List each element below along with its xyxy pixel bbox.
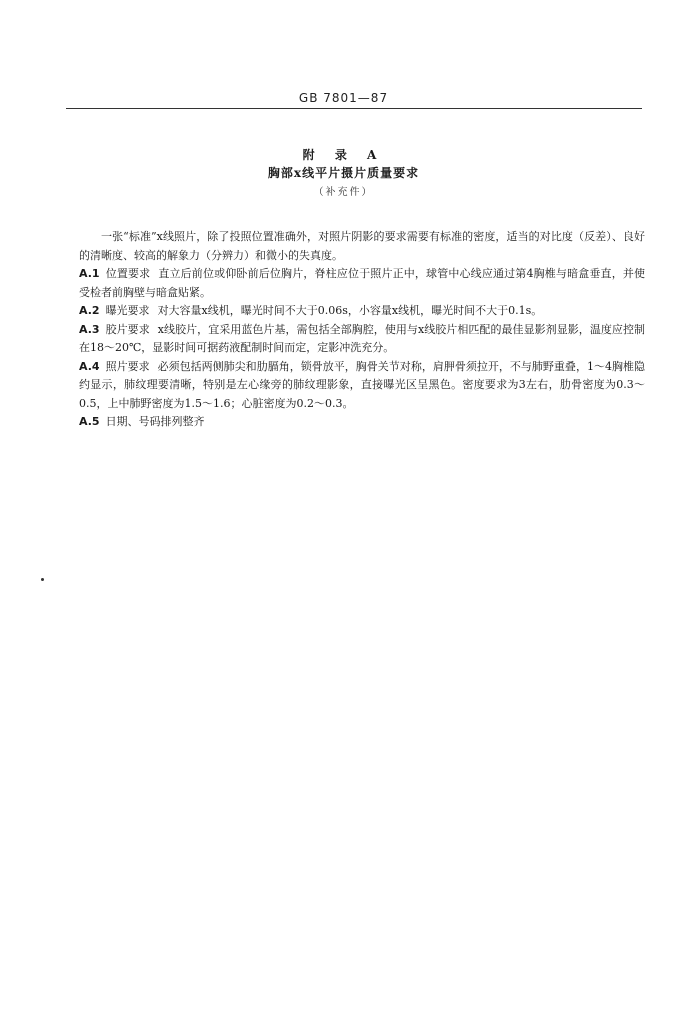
clause-text: 对大容量x线机，曝光时间不大于0.06s，小容量x线机，曝光时间不大于0.1s。 — [157, 304, 543, 317]
document-body — [79, 228, 645, 432]
appendix-label: 附 录 A — [302, 148, 385, 162]
clause-title: 照片要求 — [105, 359, 150, 373]
clause-a3 — [79, 321, 645, 358]
intro-paragraph: 一张“标准”x线照片，除了投照位置准确外，对照片阴影的要求需要有标准的密度，适当的对比度（反差）、良好的清晰度、较高的解象力（分辨力）和微小的失真度。 — [79, 230, 645, 262]
header-rule — [66, 108, 642, 109]
clause-title: 日期、号码排列整齐 — [105, 415, 205, 428]
appendix-title: 胸部x线平片摄片质量要求 — [267, 166, 420, 180]
clause-a2 — [79, 302, 645, 321]
clause-number: A.2 — [79, 304, 100, 317]
standard-number-header: GB 7801—87 — [298, 91, 389, 105]
clause-text: 直立后前位或仰卧前后位胸片，脊柱应位于照片正中，球管中心线应通过第4胸椎与暗盒垂直，并使受检者前胸壁与暗盒贴紧。 — [79, 267, 646, 299]
scan-speck — [41, 578, 44, 581]
clause-text: x线胶片，宜采用蓝色片基，需包括全部胸腔，使用与x线胶片相匹配的最佳显影剂显影，温度应控制在18～20℃，显影时间可据药液配制时间而定，定影冲洗充分。 — [79, 322, 646, 354]
clause-number: A.3 — [79, 322, 100, 336]
clause-a5 — [79, 413, 645, 432]
clause-number: A.4 — [79, 359, 100, 373]
clause-title: 胶片要求 — [105, 322, 150, 336]
clause-text: 必须包括两侧肺尖和肋膈角，锁骨放平，胸骨关节对称，肩胛骨须拉开，不与肺野重叠，1～4胸椎隐约显示，肺纹理要清晰，特别是左心缘旁的肺纹理影象，直接曝光区呈黑色。密度要求为3左右，肋骨密度为0.3～0.5，上中肺野密度为1.5～1.6；心脏密度为0.2～0.3。 — [79, 359, 645, 410]
clause-a4 — [79, 358, 645, 414]
appendix-note: （补充件） — [313, 187, 374, 198]
clause-number: A.5 — [79, 415, 100, 428]
clause-title: 位置要求 — [105, 267, 151, 280]
clause-a1 — [79, 265, 645, 302]
clause-title: 曝光要求 — [105, 304, 150, 317]
clause-number: A.1 — [79, 267, 100, 280]
